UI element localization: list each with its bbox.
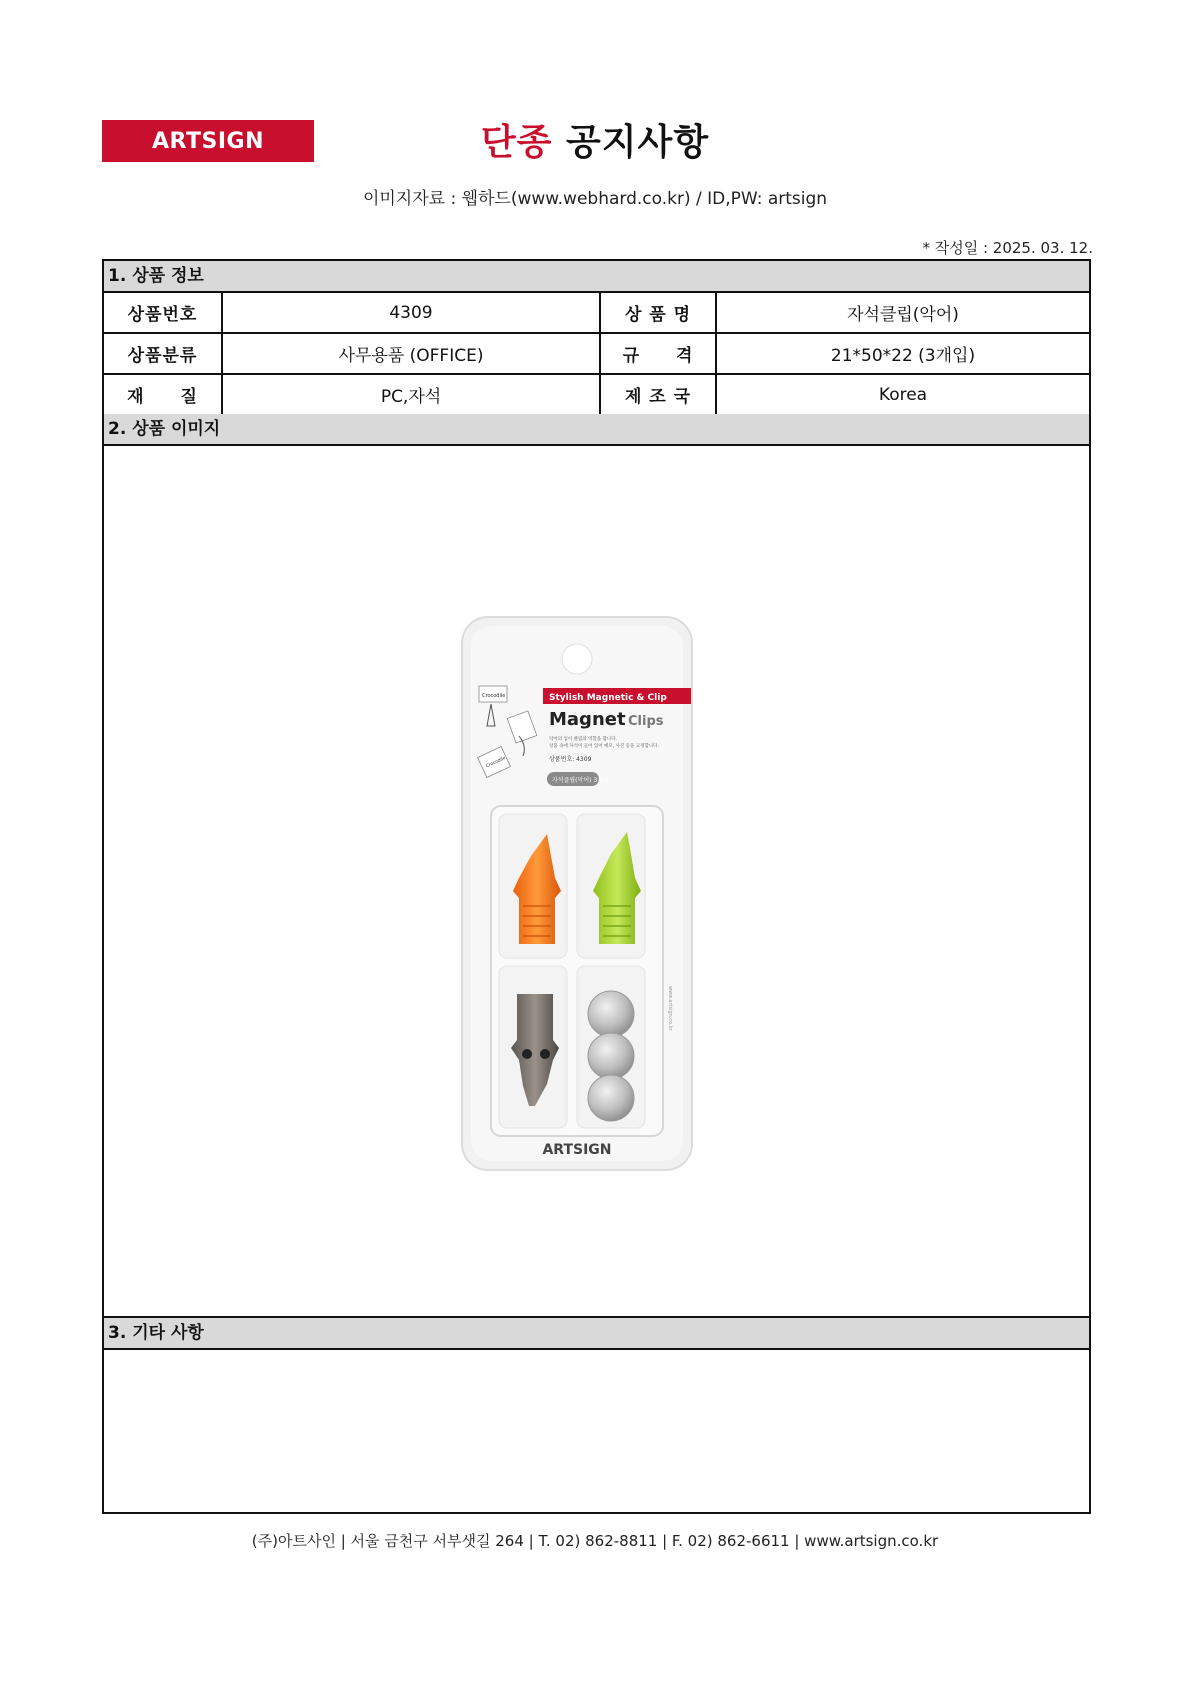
info-value: 4309 <box>222 293 600 333</box>
info-value: 사무용품 (OFFICE) <box>222 333 600 374</box>
page-title <box>0 114 1190 165</box>
info-value: 21*50*22 (3개입) <box>716 333 1089 374</box>
image-area <box>104 446 1089 1316</box>
date-text: * 작성일 : 2025. 03. 12. <box>922 239 1093 257</box>
table-row <box>104 333 1089 374</box>
info-label: 제 조 국 <box>600 374 716 415</box>
section-header-info: 1. 상품 정보 <box>104 261 1089 293</box>
gray-croc-eye <box>540 1049 550 1059</box>
title-rest: 공지사항 <box>566 122 710 163</box>
package-title-light: Clips <box>628 714 664 729</box>
package-badge-text: 자석클립(악어) 3개입 <box>552 777 609 784</box>
product-package-image <box>461 616 693 1171</box>
section-header-etc: 3. 기타 사항 <box>104 1316 1089 1350</box>
package-banner-text: Stylish Magnetic & Clip <box>549 693 667 703</box>
package-title-bold: Magnet <box>549 709 626 730</box>
info-label: 규 격 <box>600 333 716 374</box>
hang-hole <box>562 644 592 674</box>
info-value: 자석클립(악어) <box>716 293 1089 333</box>
tag1-text: Crocodile <box>482 693 506 699</box>
info-table <box>104 293 1089 416</box>
magnet-disc <box>588 1033 634 1079</box>
subtitle: 이미지자료 : 웹하드(www.webhard.co.kr) / ID,PW: artsign <box>362 189 828 209</box>
footer: (주)아트사인 | 서울 금천구 서부샛길 264 | T. 02) 862-8811 | F. 02) 862-6611 | www.artsign.co.kr <box>251 1532 939 1550</box>
package-desc-2: 상품 속에 자석이 들어 있어 메모, 사진 등을 고정합니다. <box>549 744 659 749</box>
info-value: PC,자석 <box>222 374 600 415</box>
table-row <box>104 293 1089 333</box>
info-label: 상 품 명 <box>600 293 716 333</box>
notice-frame <box>102 259 1091 1514</box>
title-highlight: 단종 <box>480 122 553 163</box>
table-row <box>104 374 1089 415</box>
tag2-text: Crocodile <box>485 756 507 770</box>
section-header-image: 2. 상품 이미지 <box>104 414 1089 446</box>
package-brand: ARTSIGN <box>542 1142 612 1158</box>
info-value: Korea <box>716 374 1089 415</box>
package-desc-1: 악어의 입이 클립의 역할을 합니다. <box>549 737 618 742</box>
info-label: 상품분류 <box>104 333 222 374</box>
gray-croc-eye <box>522 1049 532 1059</box>
magnet-disc <box>588 991 634 1037</box>
artsign-logo: ARTSIGN <box>102 120 314 162</box>
magnet-disc <box>588 1075 634 1121</box>
info-label: 상품번호 <box>104 293 222 333</box>
package-side-text: www.artsign.co.kr <box>667 986 673 1031</box>
package-code: 상품번호: 4309 <box>549 756 592 763</box>
info-label: 재 질 <box>104 374 222 415</box>
